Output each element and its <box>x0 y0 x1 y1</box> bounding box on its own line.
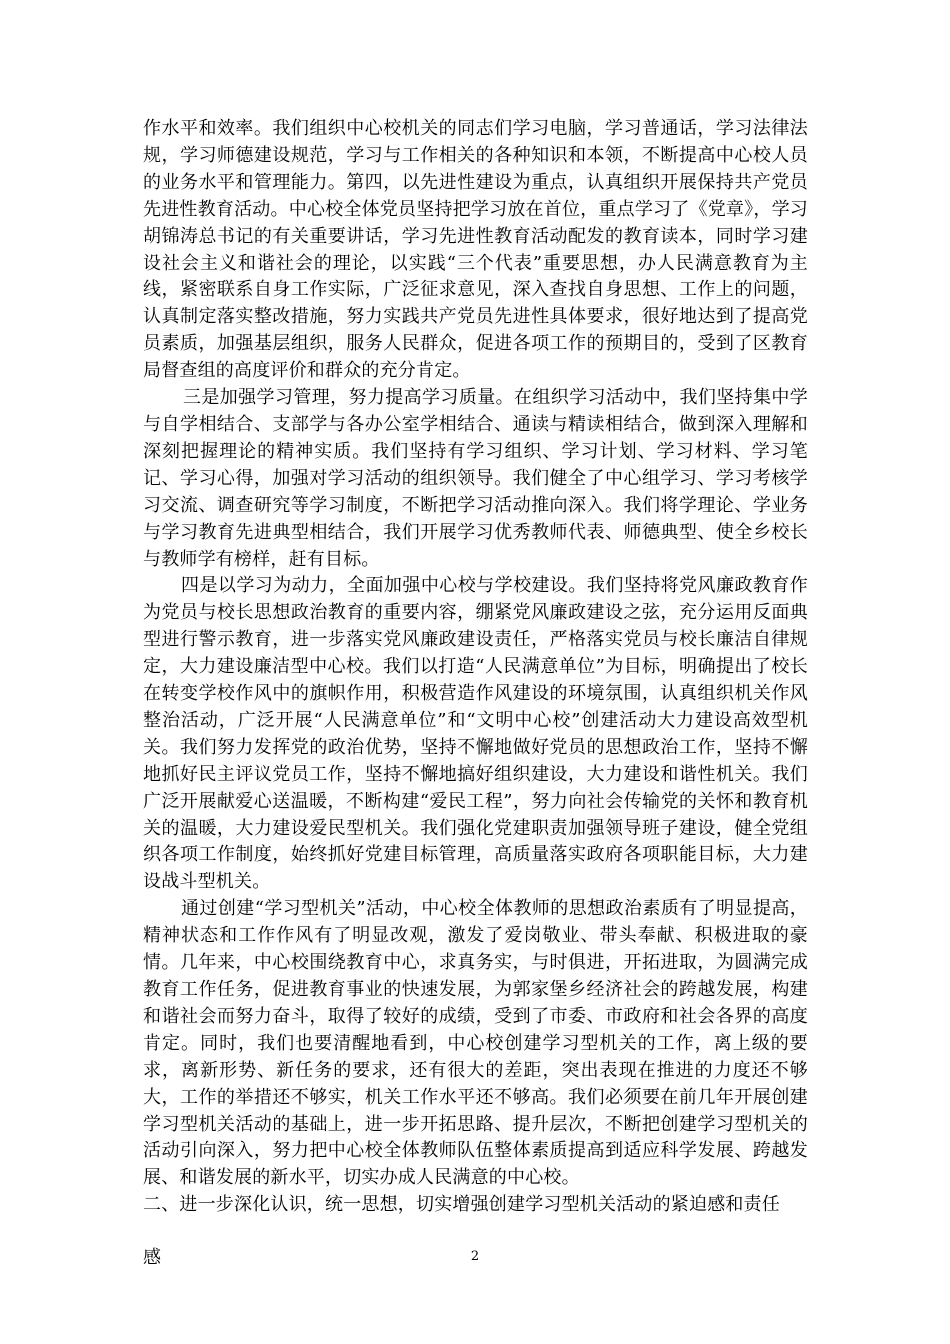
paragraph-study-management: 三是加强学习管理，努力提高学习质量。在组织学习活动中，我们坚持集中学与自学相结合、支部学与各办公室学相结合、通读与精读相结合，做到深入理解和深刻把握理论的精神实质。我们坚持有学习组织、学习计划、学习材料、学习笔记、学习心得，加强对学习活动的组织领导。我们健全了中心组学习、学习考核学习交流、调查研究等学习制度，不断把学习活动推向深入。我们将学理论、学业务与学习教育先进典型相结合，我们开展学习优秀教师代表、师德典型、使全乡校长与教师学有榜样，赶有目标。 <box>143 387 808 570</box>
page-number: 2 <box>470 1249 480 1264</box>
section-heading-tail: 感 <box>143 1247 161 1269</box>
section-heading: 二、进一步深化认识，统一思想，切实增强创建学习型机关活动的紧迫感和责任 <box>143 1194 780 1216</box>
paragraph-achievements: 通过创建“学习型机关”活动，中心校全体教师的思想政治素质有了明显提高，精神状态和工作作风有了明显改观，激发了爱岗敬业、带头奉献、积极进取的豪情。几年来，中心校围绕教育中心，求真务实，与时俱进，开拓进取，为圆满完成教育工作任务，促进教育事业的快速发展，为郭家堡乡经济社会的跨越发展，构建和谐社会而努力奋斗，取得了较好的成绩，受到了市委、市政府和社会各界的高度肯定。同时，我们也要清醒地看到，中心校创建学习型机关的工作，离上级的要求，离新形势、新任务的要求，还有很大的差距，突出表现在推进的力度还不够大，工作的举措还不够实，机关工作水平还不够高。我们必须要在前几年开展创建学习型机关活动的基础上，进一步开拓思路、提升层次，不断把创建学习型机关的活动引向深入，努力把中心校全体教师队伍整体素质提高到适应科学发展、跨越发展、和谐发展的新水平，切实办成人民满意的中心校。 <box>143 898 808 1189</box>
paragraph-continuation: 作水平和效率。我们组织中心校机关的同志们学习电脑，学习普通话，学习法律法规，学习师德建设规范，学习与工作相关的各种知识和本领，不断提高中心校人员的业务水平和管理能力。第四，以先进性建设为重点，认真组织开展保持共产党员先进性教育活动。中心校全体党员坚持把学习放在首位，重点学习了《党章》，学习胡锦涛总书记的有关重要讲话，学习先进性教育活动配发的教育读本，同时学习建设社会主义和谐社会的理论，以实践“三个代表”重要思想，办人民满意教育为主线，紧密联系自身工作实际，广泛征求意见，深入查找自身思想、工作上的问题，认真制定落实整改措施，努力实践共产党员先进性具体要求，很好地达到了提高党员素质，加强基层组织，服务人民群众，促进各项工作的预期目的，受到了区教育局督查组的高度评价和群众的充分肯定。 <box>143 118 808 382</box>
paragraph-school-construction: 四是以学习为动力，全面加强中心校与学校建设。我们坚持将党风廉政教育作为党员与校长思想政治教育的重要内容，绷紧党风廉政建设之弦，充分运用反面典型进行警示教育，进一步落实党风廉政建设责任，严格落实党员与校长廉洁自律规定，大力建设廉洁型中心校。我们以打造“人民满意单位”为目标，明确提出了校长在转变学校作风中的旗帜作用，积极营造作风建设的环境氛围，认真组织机关作风整治活动，广泛开展“人民满意单位”和“文明中心校”创建活动大力建设高效型机关。我们努力发挥党的政治优势，坚持不懈地做好党员的思想政治工作，坚持不懈地抓好民主评议党员工作，坚持不懈地搞好组织建设，大力建设和谐性机关。我们广泛开展献爱心送温暖，不断构建“爱民工程”，努力向社会传输党的关怀和教育机关的温暖，大力建设爱民型机关。我们强化党建职责加强领导班子建设，健全党组织各项工作制度，始终抓好党建目标管理，高质量落实政府各项职能目标，大力建设战斗型机关。 <box>143 575 808 893</box>
document-body <box>143 116 808 1272</box>
